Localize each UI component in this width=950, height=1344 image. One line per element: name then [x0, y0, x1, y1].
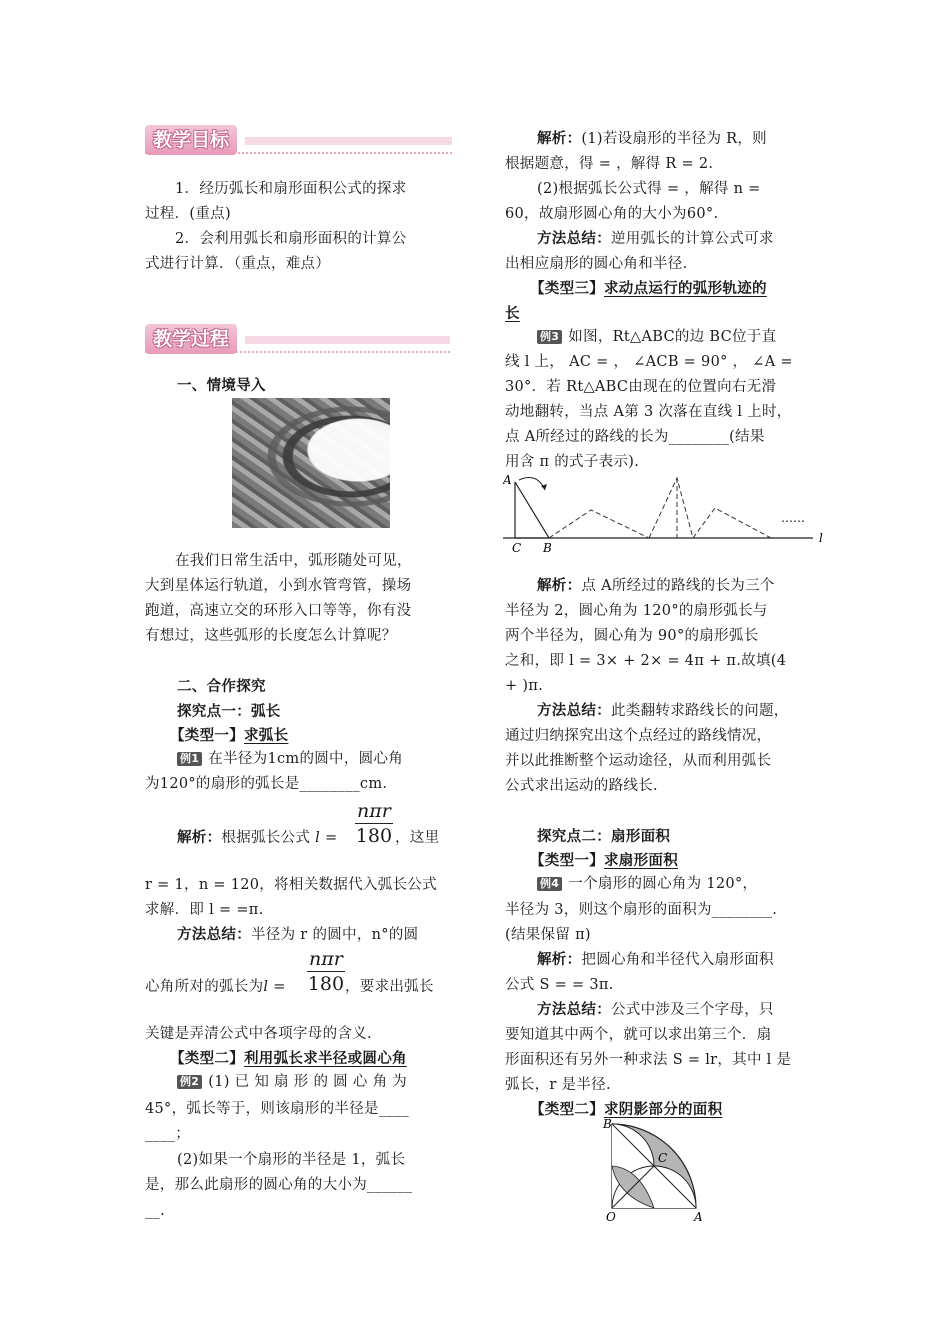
rolling-triangle-figure	[503, 470, 833, 558]
method1-label: 方法总结：	[177, 927, 251, 943]
type3-title-line2: 长	[505, 306, 520, 322]
example2-badge: 例2	[177, 1075, 202, 1089]
example4-line2: 半径为 3，则这个扇形的面积为________.	[505, 902, 778, 918]
solution3-line2: 半径为 2，圆心角为 120°的扇形弧长与	[505, 603, 768, 619]
fraction-numerator: nπr	[357, 800, 391, 822]
label-b: B	[543, 541, 552, 555]
equals-sign: =	[268, 979, 286, 995]
explore-heading: 二、合作探究	[177, 679, 266, 695]
method4-line4: 弧长，r 是半径.	[505, 1077, 611, 1093]
objectives-banner	[145, 123, 452, 157]
type1b-bracket: 【类型一】	[530, 853, 604, 869]
example2-line3: ____；	[145, 1126, 190, 1142]
solution1-after: ，这里	[395, 830, 440, 846]
example3-line4: 动地翻转，当点 A第 3 次落在直线 l 上时，	[505, 404, 792, 420]
intro-line1: 在我们日常生活中，弧形随处可见，	[175, 553, 412, 569]
method3-line3: 并以此推断整个运动途径，从而利用弧长	[505, 753, 772, 769]
method3-line1	[537, 699, 789, 724]
example4-line3: (结果保留 π)	[505, 927, 591, 943]
method3-label: 方法总结：	[537, 703, 611, 719]
solution3-line5: + )π.	[505, 678, 544, 694]
method1-line3: 关键是弄清公式中各项字母的含义.	[145, 1026, 372, 1042]
solution1-line2: r = 1，n = 120，将相关数据代入弧长公式	[145, 877, 437, 893]
objective-1-line2: 过程．(重点)	[145, 206, 231, 222]
method2-line2: 出相应扇形的圆心角和半径.	[505, 256, 688, 272]
rotation-arc	[519, 478, 545, 490]
example1-text: 在半径为1cm的圆中，圆心角	[208, 751, 404, 767]
example3-line5: 点 A所经过的路线的长为________(结果	[505, 429, 765, 445]
method3-text: 此类翻转求路线长的问题，	[611, 703, 789, 719]
triangle-2	[549, 510, 649, 538]
example3-line6: 用含 π 的式子表示).	[505, 454, 640, 470]
solution3-line3: 两个半径为，圆心角为 90°的扇形弧长	[505, 628, 759, 644]
label-c: C	[512, 541, 522, 555]
intro-line3: 跑道，高速立交的环形入口等等，你有没	[145, 603, 412, 619]
method2-text: 逆用弧长的计算公式可求	[611, 231, 774, 247]
solution2-line4: 60，故扇形圆心角的大小为60°.	[505, 206, 719, 222]
example1-badge: 例1	[177, 752, 202, 766]
label-c: C	[658, 1151, 668, 1165]
solution1-line1	[177, 826, 337, 851]
fraction-numerator: nπr	[309, 948, 343, 970]
example2-text: (1) 已 知 扇 形 的 圆 心 角 为	[208, 1074, 408, 1090]
type2-title: 利用弧长求半径或圆心角	[244, 1051, 407, 1067]
type2-bracket: 【类型二】	[170, 1051, 244, 1067]
example2-line4: (2)如果一个扇形的半径是 1，弧长	[177, 1152, 406, 1168]
example3-badge: 例3	[537, 330, 562, 344]
example2-line2: 45°，弧长等于，则该扇形的半径是____	[145, 1101, 409, 1117]
point2-heading: 探究点二：扇形面积	[537, 829, 671, 845]
banner-bar	[245, 336, 450, 344]
type2b-bracket: 【类型二】	[530, 1102, 604, 1118]
solution4-line2: 公式 S = = 3π.	[505, 977, 614, 993]
solution2-line2: 根据题意，得 = ，解得 R = 2.	[505, 156, 714, 172]
solution3-line1	[537, 574, 775, 599]
objective-2-line1: 2．会利用弧长和扇形面积的计算公	[175, 231, 407, 247]
method1-line1	[177, 923, 418, 948]
example3-text: 如图，Rt△ABC的边 BC位于直	[568, 329, 777, 345]
solution2-label: 解析：	[537, 131, 582, 147]
type3-bracket: 【类型三】	[530, 281, 604, 297]
objectives-title: 教学目标	[145, 125, 237, 155]
label-o: O	[606, 1210, 616, 1224]
label-b: B	[603, 1117, 612, 1131]
method1-line2	[145, 975, 286, 1000]
solution4-line1	[537, 948, 774, 973]
solution3-text: 点 A所经过的路线的长为三个	[581, 578, 775, 594]
type2-heading	[170, 1047, 407, 1072]
arc-length-fraction-2	[307, 947, 345, 996]
solution3-label: 解析：	[537, 578, 582, 594]
solution1-line3: 求解．即 l = =π.	[145, 902, 264, 918]
method2-line1	[537, 227, 774, 252]
type1-bracket: 【类型一】	[170, 728, 244, 744]
solution2-line3: (2)根据弧长公式得 = ，解得 n =	[537, 181, 761, 197]
example3-line1	[537, 325, 776, 350]
objective-2-line2: 式进行计算．（重点，难点）	[145, 256, 331, 272]
shaded-area-figure	[598, 1116, 718, 1226]
symbol-l: l	[315, 830, 321, 846]
example2-line6: __.	[145, 1203, 166, 1219]
method2-label: 方法总结：	[537, 231, 611, 247]
type1b-heading	[530, 849, 678, 874]
method4-line1	[537, 998, 774, 1023]
label-a: A	[694, 1210, 703, 1224]
method1-line2-text: 心角所对的弧长为	[145, 979, 264, 995]
intro-line2: 大到星体运行轨道，小到水管弯管，操场	[145, 578, 412, 594]
intro-heading: 一、情境导入	[177, 378, 266, 394]
solution4-label: 解析：	[537, 952, 582, 968]
solution1-label: 解析：	[177, 830, 222, 846]
method1-after: ，要求出弧长	[345, 979, 434, 995]
example4-badge: 例4	[537, 877, 562, 891]
method4-line3: 形面积还有另外一种求法 S = lr，其中 l 是	[505, 1052, 792, 1068]
type1-heading	[170, 724, 288, 749]
equals-sign: =	[320, 830, 338, 846]
method4-text: 公式中涉及三个字母，只	[611, 1002, 774, 1018]
example4-line1	[537, 872, 757, 897]
method4-label: 方法总结：	[537, 1002, 611, 1018]
type3-title: 求动点运行的弧形轨迹的	[604, 281, 767, 297]
label-a: A	[503, 473, 512, 487]
solution2-line1	[537, 127, 767, 152]
road-interchange-photo	[232, 398, 390, 528]
triangle-3	[649, 478, 693, 538]
process-banner	[145, 322, 450, 356]
fraction-denominator: 180	[355, 825, 393, 847]
solution3-line4: 之和，即 l = 3× + 2× = 4π + π.故填(4	[505, 653, 787, 669]
solution1-text: 根据弧长公式	[221, 830, 311, 846]
point1-heading: 探究点一：弧长	[177, 704, 281, 720]
banner-bar	[245, 137, 452, 145]
method4-line2: 要知道其中两个，就可以求出第三个．扇	[505, 1027, 772, 1043]
example2-line5: 是，那么此扇形的圆心角的大小为______	[145, 1177, 413, 1193]
objective-1-line1: 1．经历弧长和扇形面积公式的探求	[175, 181, 407, 197]
continuation-dots: ……	[781, 511, 805, 525]
example2-line1	[177, 1070, 407, 1095]
solution4-text: 把圆心角和半径代入扇形面积	[581, 952, 774, 968]
triangle-4	[693, 508, 771, 538]
example1-line1	[177, 747, 403, 772]
method3-line4: 公式求出运动的路线长.	[505, 778, 658, 794]
example4-text: 一个扇形的圆心角为 120°，	[568, 876, 758, 892]
intro-line4: 有想过，这些弧形的长度怎么计算呢？	[145, 628, 397, 644]
method1-text: 半径为 r 的圆中，n°的圆	[251, 927, 419, 943]
label-l: l	[819, 531, 823, 545]
symbol-l: l	[263, 979, 269, 995]
fraction-denominator: 180	[307, 973, 345, 995]
type3-heading	[530, 277, 767, 302]
solution2-text: (1)若设扇形的半径为 R，则	[581, 131, 767, 147]
example3-line2: 线 l 上， AC = ， ∠ACB = 90° ， ∠A =	[505, 354, 793, 370]
example1-line2: 为120°的扇形的弧长是________cm.	[145, 776, 388, 792]
triangle-abc	[515, 482, 549, 538]
process-title: 教学过程	[145, 324, 237, 354]
example3-line3: 30°．若 Rt△ABC由现在的位置向右无滑	[505, 379, 777, 395]
type1b-title: 求扇形面积	[604, 853, 678, 869]
type1-title: 求弧长	[244, 728, 289, 744]
arc-length-fraction-1	[355, 799, 393, 848]
method3-line2: 通过归纳探究出这个点经过的路线情况，	[505, 728, 772, 744]
type2b-title: 求阴影部分的面积	[604, 1102, 723, 1118]
